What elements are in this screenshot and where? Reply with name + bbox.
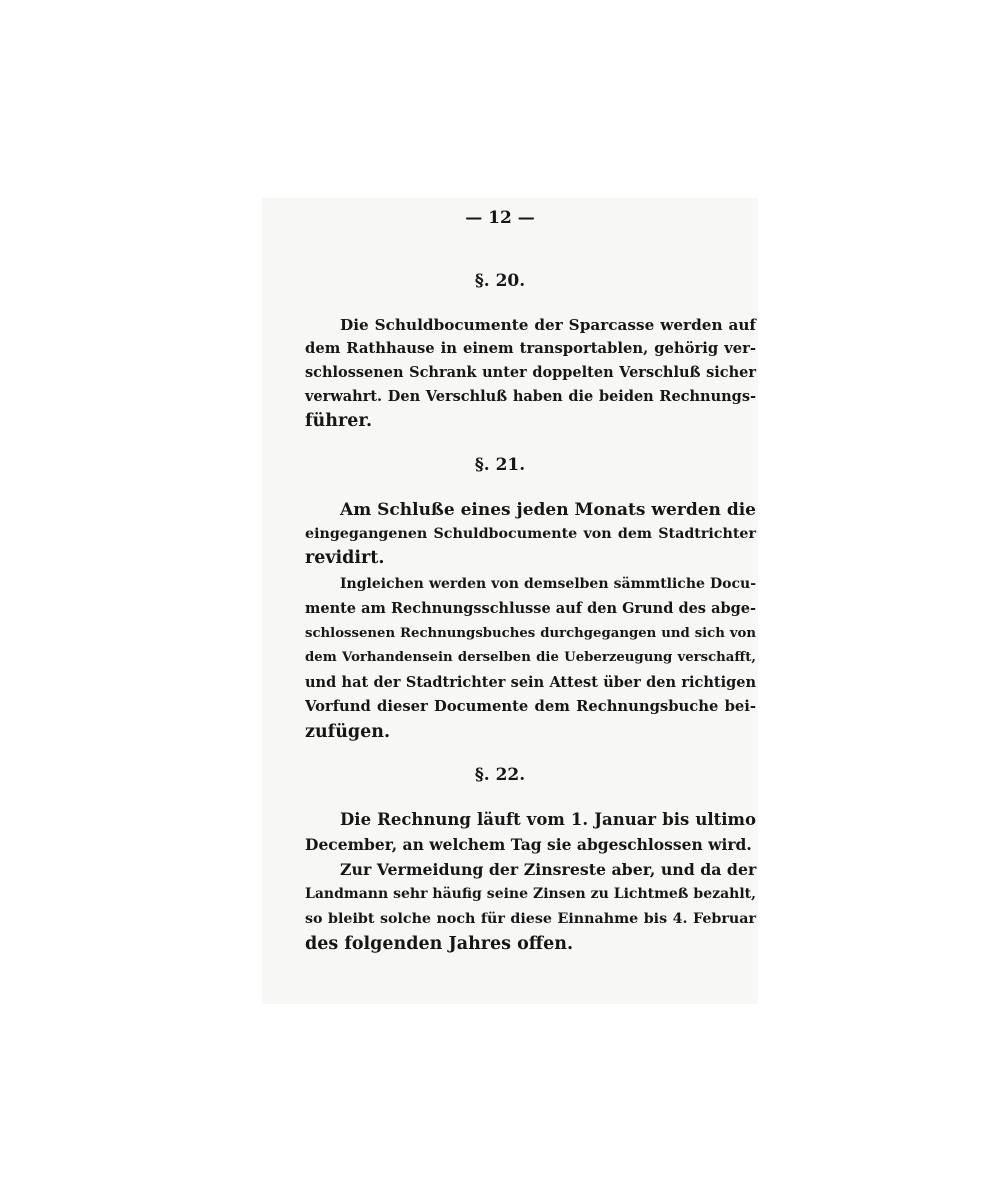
text-line: mente am Rechnungsschlusse auf den Grund des abge- [305,600,756,617]
text-line: Landmann sehr häufig seine Zinsen zu Lichtmeß bezahlt, [305,886,756,902]
text-line: eingegangenen Schuldbocumente von dem Stadtrichter [305,526,756,542]
text-line: Am Schluße eines jeden Monats werden die [340,500,756,520]
text-line: dem Rathhause in einem transportablen, gehörig ver- [305,340,756,357]
section-heading: §. 22. [474,765,526,785]
section-heading: §. 20. [474,271,526,291]
text-line: December, an welchem Tag sie abgeschlossen wird. [305,835,752,854]
text-line: Die Schuldbocumente der Sparcasse werden auf [340,316,756,334]
text-line: revidirt. [305,548,385,568]
text-line: Vorfund dieser Documente dem Rechnungsbuche bei- [305,698,756,715]
text-line: Ingleichen werden von demselben sämmtliche Docu- [340,576,756,592]
text-line: Die Rechnung läuft vom 1. Januar bis ultimo [340,810,756,829]
text-line: Zur Vermeidung der Zinsreste aber, und da der [340,860,757,879]
text-line: verwahrt. Den Verschluß haben die beiden Rechnungs- [305,388,756,405]
text-line: zufügen. [305,722,391,742]
text-line: führer. [305,411,373,431]
text-line: schlossenen Schrank unter doppelten Verschluß sicher [305,364,756,381]
text-line: schlossenen Rechnungsbuches durchgegangen und sich von [305,626,756,641]
text-line: des folgenden Jahres offen. [305,934,574,954]
text-line: und hat der Stadtrichter sein Attest über den richtigen [305,674,756,691]
text-line: so bleibt solche noch für diese Einnahme bis 4. Februar [305,911,756,927]
page-number: — 12 — [465,208,535,228]
text-line: dem Vorhandensein derselben die Ueberzeugung verschafft, [305,650,756,665]
section-heading: §. 21. [474,455,526,475]
